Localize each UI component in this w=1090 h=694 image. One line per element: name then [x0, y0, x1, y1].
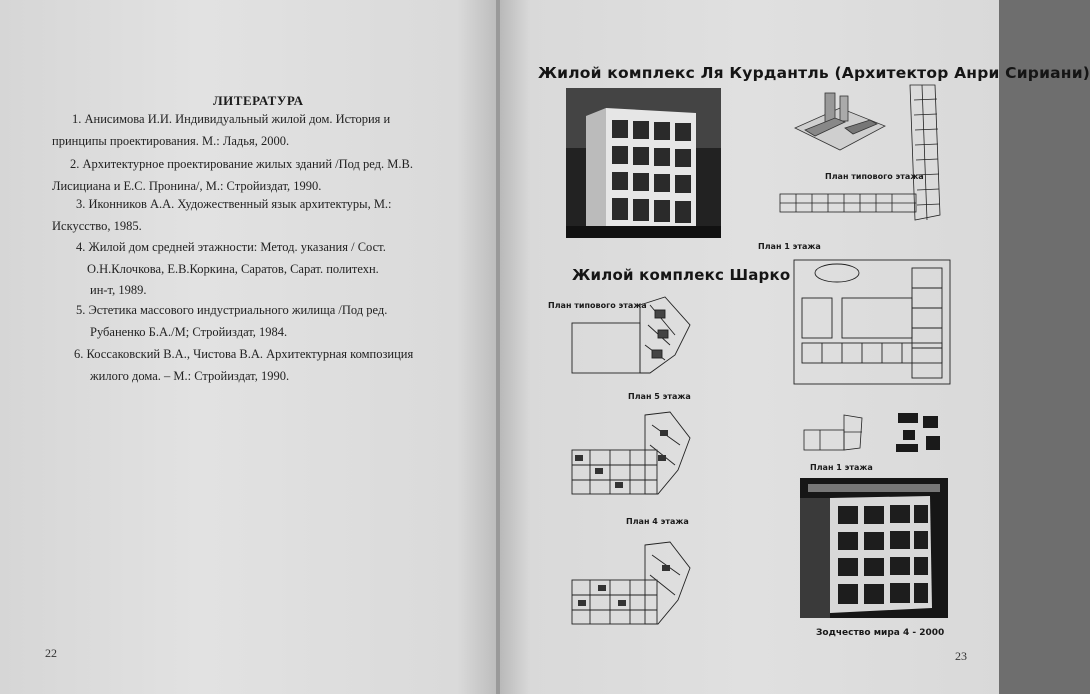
caption-typical-floor-1: План типового этажа — [825, 172, 924, 181]
page-number-left: 22 — [45, 646, 57, 660]
literature-title: ЛИТЕРАТУРА — [213, 93, 304, 108]
reference-1-line-2: принципы проектирования. М.: Ладья, 2000. — [52, 134, 290, 148]
caption-source: Зодчество мира 4 - 2000 — [816, 628, 945, 638]
caption-floor-5: План 5 этажа — [628, 392, 691, 401]
page-number-right: 23 — [955, 649, 967, 663]
reference-4-line-3: ин-т, 1989. — [90, 283, 147, 297]
reference-6-line-1: 6. Коссаковский В.А., Чистова В.А. Архитектурная композиция — [74, 347, 414, 361]
caption-first-floor-1: План 1 этажа — [758, 242, 821, 251]
reference-6-line-2: жилого дома. – М.: Стройиздат, 1990. — [90, 369, 290, 383]
charcot-typical-floor-plan — [570, 295, 695, 380]
right-page — [500, 0, 1090, 694]
building-photo-2 — [800, 478, 948, 618]
aerial-view-image — [785, 88, 897, 158]
caption-first-floor-2: План 1 этажа — [810, 463, 873, 472]
heading-charcot: Жилой комплекс Шарко — [572, 266, 791, 284]
typical-floor-plan-1 — [778, 188, 918, 218]
reference-1-line-1: 1. Анисимова И.И. Индивидуальный жилой дом. История и — [72, 112, 391, 126]
small-plan-a — [800, 410, 870, 455]
reference-3-line-1: 3. Иконников А.А. Художественный язык архитектуры, М.: — [76, 197, 392, 211]
reference-2-line-1: 2. Архитектурное проектирование жилых зданий /Под ред. М.В. — [70, 157, 413, 171]
floor-5-plan — [570, 410, 695, 498]
reference-5-line-2: Рубаненко Б.А./М; Стройиздат, 1984. — [90, 325, 288, 339]
small-plan-b — [888, 408, 948, 458]
reference-2-line-2: Лисициана и Е.С. Пронина/, М.: Стройиздат, 1990. — [52, 179, 322, 193]
reference-3-line-2: Искусство, 1985. — [52, 219, 142, 233]
building-photo-1 — [566, 88, 721, 238]
reference-5-line-1: 5. Эстетика массового индустриального жилища /Под ред. — [76, 303, 388, 317]
left-page — [0, 0, 497, 694]
site-plan-image — [792, 258, 952, 386]
reference-4-line-1: 4. Жилой дом средней этажности: Метод. указания / Сост. — [76, 240, 386, 254]
reference-4-line-2: О.Н.Клочкова, Е.В.Коркина, Саратов, Сарат. политехн. — [87, 262, 379, 276]
heading-la-courtille: Жилой комплекс Ля Курдантль (Архитектор Анри Сириани) — [538, 64, 1090, 82]
floor-4-plan — [570, 540, 695, 628]
caption-floor-4: План 4 этажа — [626, 517, 689, 526]
caption-typical-floor-2: План типового этажа — [548, 301, 647, 310]
